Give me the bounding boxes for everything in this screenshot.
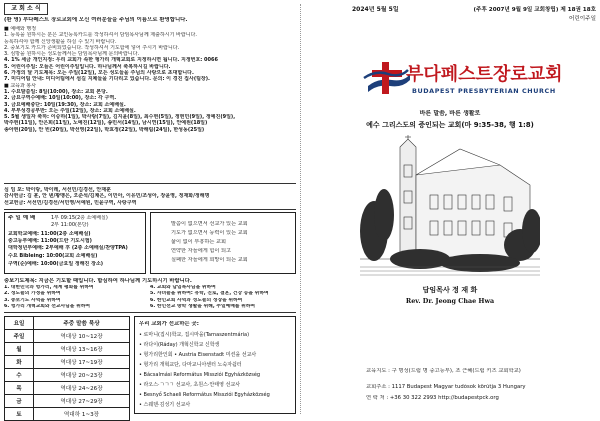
news-item: ■ 예배와 행정 (4, 26, 37, 32)
divider (4, 209, 296, 210)
column-divider (300, 4, 301, 414)
section-title: 교 회 소 식 (11, 5, 41, 12)
reading-cell: 역대상 27~29장 (34, 395, 130, 408)
news-item: 5. 5월 생일자 축하: 이승하(1일), 박사랑(7일), 김지윤(8일), 최수현(5일), 정현민(9일), 정예진(9일), (4, 114, 236, 121)
prayer-item: 5. 자녀들을 위하여: 유학, 진로, 결혼, 건강 등을 위하여 (150, 291, 269, 297)
prayer-item: 1. 대한민국과 헝가리, 세계 평화를 위하여 (4, 285, 94, 290)
news-item: 1. 수요말씀일: 8일(10:00), 장소: 교회 본당. (4, 88, 108, 95)
reading-cell: 역대상 10~12장 (34, 330, 130, 343)
table-row (5, 356, 130, 369)
worship-time: 중고등부예배: 11:00(드란 기도시험) (8, 238, 92, 244)
table-row (5, 395, 130, 408)
prayer-list (4, 285, 154, 310)
staff-line: 심 임 포: 박이랑, 박이레, 서선민/김경선, 안재훈 (4, 187, 111, 193)
missions-list (139, 330, 293, 410)
table-row (5, 382, 130, 395)
news-item: 4. 1% 세금 개인지정: 우리 교회가 속한 헝가리 개혁교회로 지정하시면 됩니다. 지정번호: 0066 (4, 57, 218, 64)
news-item: 등록하셔야 함께 신앙생활을 하실 수 있기 바랍니다. (4, 38, 117, 45)
day-cell: 수 (5, 369, 34, 382)
worship-time: 수요 Bibleing: 10:00(교회 소예배실) (8, 253, 98, 259)
news-item: 1. 등록을 원하시는 분은 교인등록카드를 작성하셔서 담임목사님께 제출하시기 바랍니다. (4, 32, 197, 39)
church-theme: 예수 그리스도의 증인되는 교회(마 9:35-38, 행 1:8) (366, 121, 534, 129)
table-header-row (5, 317, 130, 330)
worship-time: 구역(순)예배: 10:00(금요일 정해진 장소) (8, 261, 104, 267)
prayer-list-right (150, 285, 296, 310)
reading-schedule-table (4, 316, 130, 421)
prayer-title: 중보기도제목: 지금은 기도할 때입니다. 합심하여 하나님께 기도하시기 바랍니다. (4, 278, 192, 284)
staff-line: 선교헌금: 서선민/김경선/서민영/서예원, 민윤구역, 사랑구역 (4, 199, 137, 206)
table-header: 주중 말씀 묵상 (34, 317, 130, 330)
table-header: 요일 (5, 317, 34, 330)
news-item: 5. 어린이주일: 오늘은 어린이주일입니다. 하나님께서 축복하시길 바랍니다. (4, 63, 171, 70)
pastor-name-en: Rev. Dr. Jeong Chae Hwa (405, 297, 495, 305)
mission-item: • 라오스·ㄱㄱㄱ 선교사, 초원스·안태영 선교사 (139, 382, 241, 388)
mission-item: • Besnyő Schaeli Református Missziói Egyházközség (139, 392, 270, 398)
reading-cell: 역대하 1~3장 (34, 408, 130, 421)
mission-item: • 헝가리한인회 • Austria Eisenstadt 미션을 선교사 (139, 352, 257, 358)
occasion: 어린이주일 (568, 16, 596, 22)
worship-time: 교회학교예배: 11:00(2층 소예배실) (8, 231, 91, 237)
welcome-message: (환 영) 부다페스트 장로교회에 오신 여러분들을 주님의 이름으로 환영합니다. (4, 17, 188, 23)
day-cell: 화 (5, 356, 34, 369)
section-title-box (4, 3, 48, 15)
verse-box (150, 212, 296, 274)
worship-time: 1부 09:15(2층 소예배실) (51, 215, 108, 221)
news-item: 박주현(11일), 안은희(11일), 노예진(12일), 송민서(14일), 남시연(15일), 안예원(18일) (4, 120, 208, 127)
missions-title: 우리 교회가 선교하는 곳: (139, 321, 199, 327)
news-list (4, 26, 296, 133)
table-row (5, 408, 130, 421)
staff-line: 감사헌금: 김 훈, 안 넨/황맹은, 오준석/김채은, 이민아, 이유민/조성아, 장윤영, 정재화/정해명 (4, 193, 210, 200)
worship-title: 주 일 예 배 (8, 215, 36, 221)
news-item: 3. 금요예배중단: 10일(19:30), 장소: 교회 소예배실. (4, 101, 126, 108)
church-sketch-icon (360, 135, 540, 277)
reading-cell: 역대상 17~19장 (34, 356, 130, 369)
prayer-item: 4. 교회와 담임목사님을 위하여 (150, 285, 216, 290)
verse-line: 실패한 자들에게 희망이 되는 교회 (171, 257, 248, 263)
day-cell: 토 (5, 408, 34, 421)
church-contact: 연 락 처 : +36 30 322 2993 http://budapestpck.org (366, 395, 499, 401)
mission-item: • Bácsalmási Református Missziói Egyházközség (139, 372, 261, 378)
worship-time: 대학청년부예배: 2부예배 후 (2층 소예배실/찬양TPA) (8, 245, 128, 251)
table-row (5, 369, 130, 382)
news-item: 3. 심방을 원하시는 성도들께서는 담임목사님께 문의바랍니다. (4, 51, 140, 58)
worship-box (4, 212, 146, 274)
church-logo (362, 58, 412, 98)
church-motto: 바른 말씀, 바른 생활로 (419, 110, 481, 117)
day-cell: 목 (5, 382, 34, 395)
divider (4, 183, 296, 184)
worship-time: 2부 11:00(본당) (51, 222, 89, 228)
church-name-kr: 부다페스트장로교회 (406, 64, 563, 85)
mission-item: • 스웨덴·김성기 선교사 (139, 402, 191, 408)
church-address: 교회주소 : 1117 Budapest Magyar tudósok körútja 3 Hungary (366, 384, 526, 390)
church-name-en: BUDAPEST PRESBYTERIAN CHURCH (412, 87, 556, 95)
pastor-name-kr: 담임목사 정 재 화 (422, 286, 478, 294)
news-item: 7. 미디어팀 안내: 미디어팀에서 섬길 지체들을 기다리고 있습니다. 문의: 이 경진 집사(팀장). (4, 76, 210, 83)
prayer-item: 6. 한인선교 방학 생활을 위해, 주일예배를 위하여 (150, 303, 256, 309)
table-row (5, 330, 130, 343)
mission-item: • 로마니(집시)학교, 집시마을(Tarnaszentmária) (139, 332, 250, 338)
verse-line: 기도가 없으면서 능력이 있는 교회 (171, 230, 248, 236)
issue-info: (주후 2007년 9월 9일 교회창립) 제 18권 18호 (473, 7, 596, 13)
day-cell: 주일 (5, 330, 34, 343)
education-staff: 교육지도 : 구 명성(드럼 명 중고등부), 조 근혜(드럼 키즈 교회학교) (366, 368, 521, 374)
table-row (5, 343, 130, 356)
mission-item: • 헝가리 개혁교단, 다마교니아센터 노숙자쉼터 (139, 362, 242, 368)
prayer-item: 6. 헝가리 개혁교회와 선교사님을 위하여 (4, 303, 90, 309)
verse-line: 삶이 없이 부흥하는 교회 (171, 239, 227, 245)
news-item: 2. 중보기도 카드가 준비되었습니다. 작성하셔서 기도함에 넣어 주시기 바랍니다. (4, 44, 180, 51)
reading-cell: 역대상 20~23장 (34, 369, 130, 382)
news-item: 2. 금요구역수예배: 10일(10:00), 장소: 각 구역. (4, 95, 117, 102)
reading-cell: 역대상 13~16장 (34, 343, 130, 356)
prayer-item: 3. 중보기도 사역을 위하여 (4, 297, 61, 303)
divider (4, 312, 296, 313)
cross-logo-icon (362, 58, 412, 98)
day-cell: 금 (5, 395, 34, 408)
day-cell: 월 (5, 343, 34, 356)
missions-box (134, 316, 296, 414)
bulletin-date: 2024년 5월 5일 (352, 6, 399, 13)
verse-line: 연약한 자들에게 힘이 되고 (171, 248, 232, 254)
prayer-item: 2. 성도들의 가정을 위하여 (4, 291, 61, 297)
news-item: 6. 가정의 달 기도제목: 오는 주일(12일), 모든 성도들을 주님의 사랑으로 초대합니다. (4, 70, 194, 77)
staff-list (4, 187, 296, 206)
news-item: ■ 교육과 봉사 (4, 82, 37, 89)
church-building-image (360, 135, 540, 277)
news-item: 송아현(20일), 안 빈(20일), 박선영(22일), 박효정(22일), 박해림(24일), 한성동(25일) (4, 126, 205, 133)
news-item: 4. 부부성경공부반: 오는 주일(12일), 장소: 교회 소예배실. (4, 107, 136, 114)
verse-line: 말씀이 없으면서 선교가 있는 교회 (171, 221, 248, 227)
mission-item: • 라다이(Ráday) 개혁신학교 신학생 (139, 342, 220, 348)
prayer-item: 6. 한인교회 사역과 성도들의 성장을 위하여 (150, 297, 243, 303)
reading-cell: 역대상 24~26장 (34, 382, 130, 395)
